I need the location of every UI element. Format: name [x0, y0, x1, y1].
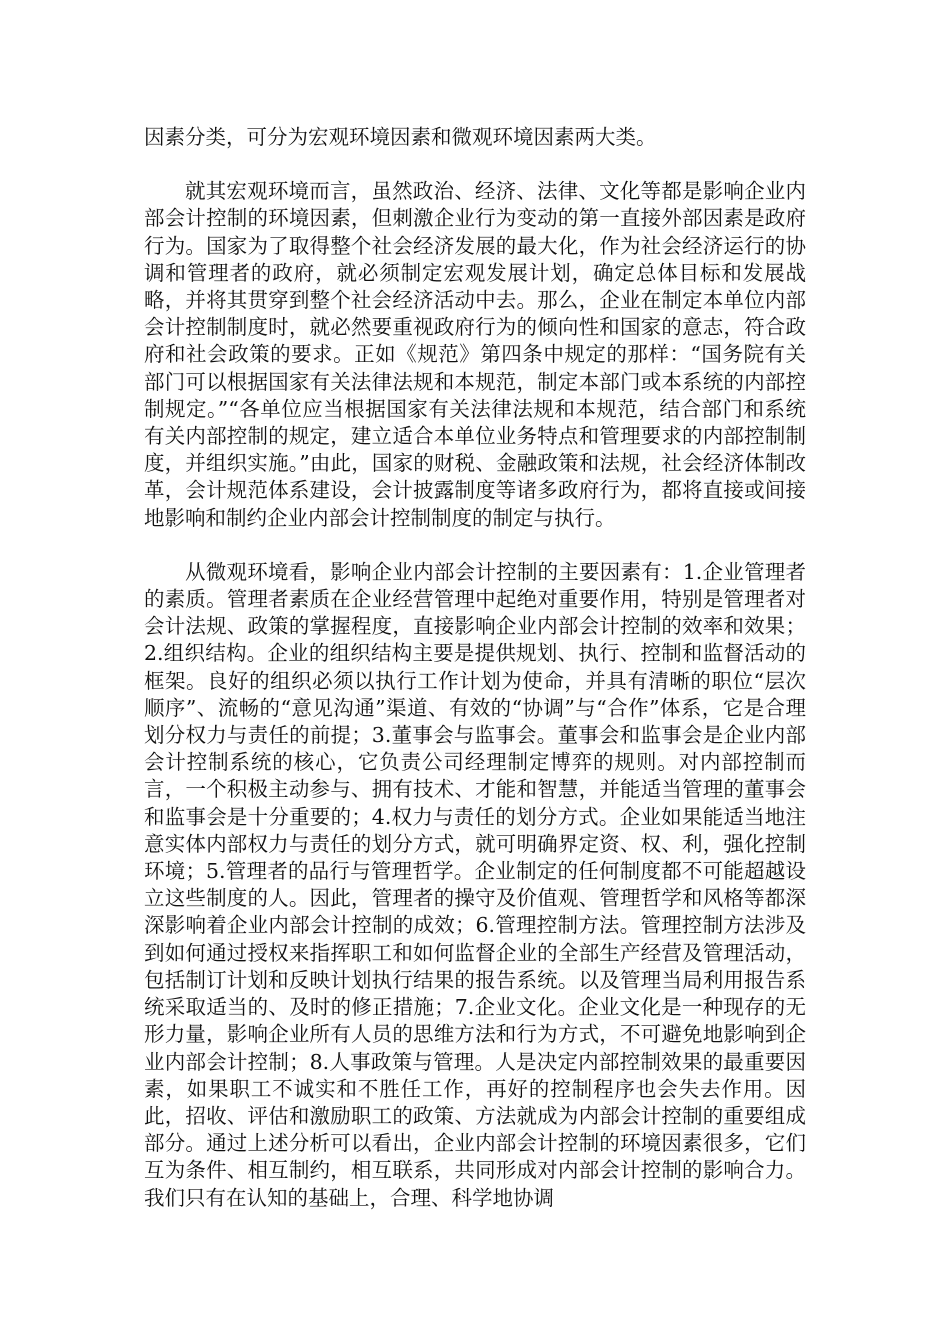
paragraph-macro-environment: 就其宏观环境而言，虽然政治、经济、法律、文化等都是影响企业内部会计控制的环境因素，但刺激企业行为变动的第一直接外部因素是政府行为。国家为了取得整个社会经济发展的最大化，作为社会经济运行的协调和管理者的政府，就必须制定宏观发展计划，确定总体目标和发展战略，并将其贯穿到整个社会经济活动中去。那么，企业在制定本单位内部会计控制制度时，就必然要重视政府行为的倾向性和国家的意志，符合政府和社会政策的要求。正如《规范》第四条中规定的那样：“国务院有关部门可以根据国家有关法律法规和本规范，制定本部门或本系统的内部控制规定。”“各单位应当根据国家有关法律法规和本规范，结合部门和系统有关内部控制的规定，建立适合本单位业务特点和管理要求的内部控制制度，并组织实施。”由此，国家的财税、金融政策和法规，社会经济体制改革，会计规范体系建设，会计披露制度等诸多政府行为，都将直接或间接地影响和制约企业内部会计控制制度的制定与执行。	[144, 179, 806, 530]
paragraph-gap	[144, 151, 806, 178]
paragraph-intro: 因素分类，可分为宏观环境因素和微观环境因素两大类。	[144, 125, 657, 149]
paragraph-micro-environment: 从微观环境看，影响企业内部会计控制的主要因素有：1.企业管理者的素质。管理者素质在企业经营管理中起绝对重要作用，特别是管理者对会计法规、政策的掌握程度，直接影响企业内部会计控制的效率和效果；2.组织结构。企业的组织结构主要是提供规划、执行、控制和监督活动的框架。良好的组织必须以执行工作计划为使命，并具有清晰的职位“层次顺序”、流畅的“意见沟通”渠道、有效的“协调”与“合作”体系，它是合理划分权力与责任的前提；3.董事会与监事会。董事会和监事会是企业内部会计控制系统的核心，它负责公司经理制定博弈的规则。对内部控制而言，一个积极主动参与、拥有技术、才能和智慧，并能适当管理的董事会和监事会是十分重要的；4.权力与责任的划分方式。企业如果能适当地注意实体内部权力与责任的划分方式，就可明确界定资、权、利，强化控制环境；5.管理者的品行与管理哲学。企业制定的任何制度都不可能超越设立这些制度的人。因此，管理者的操守及价值观、管理哲学和风格等都深深影响着企业内部会计控制的成效；6.管理控制方法。管理控制方法涉及到如何通过授权来指挥职工和如何监督企业的全部生产经营及管理活动，包括制订计划和反映计划执行结果的报告系统。以及管理当局利用报告系统采取适当的、及时的修正措施；7.企业文化。企业文化是一种现存的无形力量，影响企业所有人员的思维方法和行为方式，不可避免地影响到企业内部会计控制；8.人事政策与管理。人是决定内部控制效果的最重要因素，如果职工不诚实和不胜任工作，再好的控制程序也会失去作用。因此，招收、评估和激励职工的政策、方法就成为内部会计控制的重要组成部分。通过上述分析可以看出，企业内部会计控制的环境因素很多，它们互为条件、相互制约，相互联系，共同形成对内部会计控制的影响合力。我们只有在认知的基础上，合理、科学地协调	[144, 559, 806, 1210]
document-page	[144, 124, 806, 1212]
paragraph-gap	[144, 532, 806, 559]
